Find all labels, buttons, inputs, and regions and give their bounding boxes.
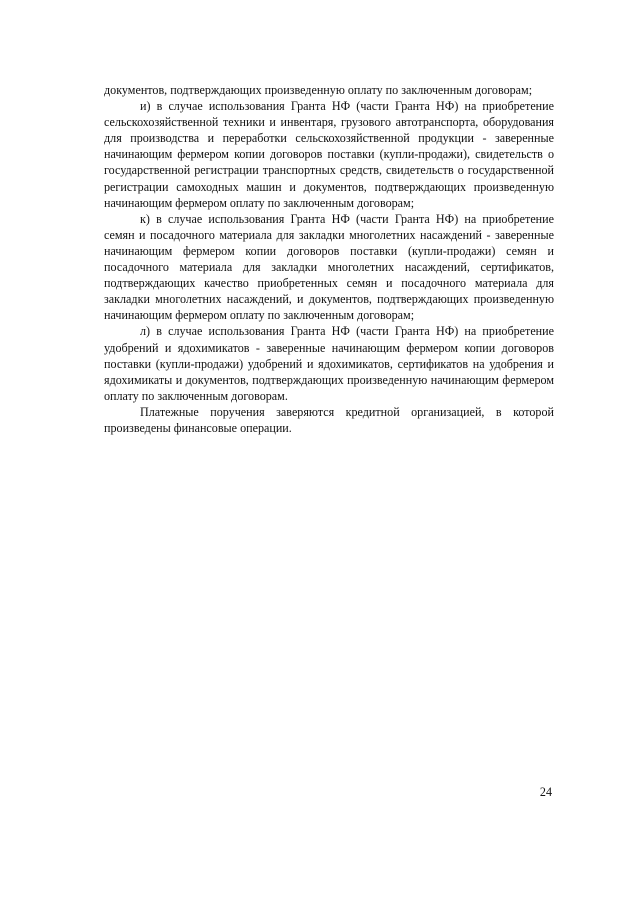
- page-number: 24: [539, 785, 552, 799]
- paragraph-item-i: и) в случае использования Гранта НФ (части Гранта НФ) на приобретение сельскохозяйственной техники и инвентаря, грузового автотранспорта, оборудования для производства и переработки сельскохозяйственной продукции - заверенные начинающим фермером копии договоров поставки (купли-продажи), свидетельств о государственной регистрации транспортных средств, свидетельств о государственной регистрации самоходных машин и документов, подтверждающих произведенную начинающим фермером оплату по заключенным договорам;: [104, 99, 554, 210]
- paragraph-continuation: документов, подтверждающих произведенную оплату по заключенным договорам;: [104, 83, 533, 97]
- paragraph-item-l: л) в случае использования Гранта НФ (части Гранта НФ) на приобретение удобрений и ядохимикатов - заверенные начинающим фермером копии договоров поставки (купли-продажи) удобрений и ядохимикатов, сертификатов на удобрения и ядохимикаты и документов, подтверждающих произведенную начинающим фермером оплату по заключенным договорам.: [104, 324, 554, 403]
- paragraph-item-k: к) в случае использования Гранта НФ (части Гранта НФ) на приобретение семян и посадочного материала для закладки многолетних насаждений - заверенные начинающим фермером копии договоров поставки (купли-продажи) семян и посадочного материала для закладки многолетних насаждений, сертификатов, подтверждающих качество приобретенных семян и посадочного материала для закладки многолетних насаждений, и документов, подтверждающих произведенную начинающим фермером оплату по заключенным договорам;: [104, 211, 554, 323]
- document-body: [104, 82, 554, 436]
- paragraph-payment-orders: Платежные поручения заверяются кредитной организацией, в которой произведены финансовые операции.: [104, 404, 554, 435]
